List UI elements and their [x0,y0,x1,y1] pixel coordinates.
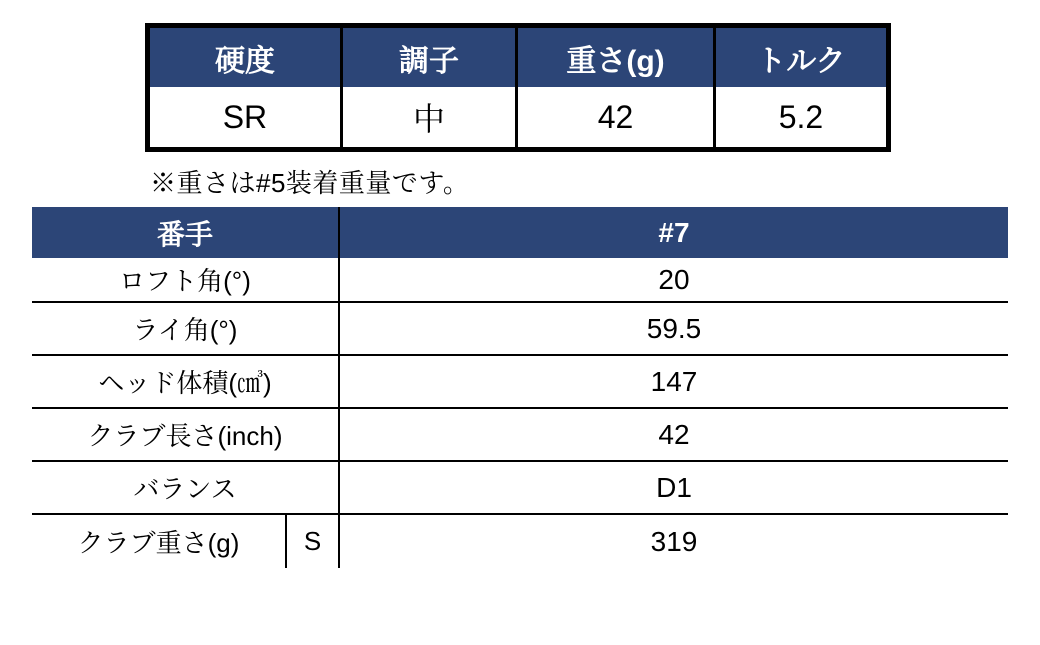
spec-value-club-length: 42 [658,418,690,450]
shaft-header-weight: 重さ(g) [515,28,713,87]
spec-label-head-volume: ヘッド体積(㎤) [32,356,340,407]
shaft-value-torque: 5.2 [713,87,886,147]
spec-label-balance: バランス [32,462,340,513]
shaft-value-hardness: SR [222,98,268,135]
spec-row-lie [32,303,1008,356]
shaft-value-row [150,87,886,147]
shaft-spec-table [145,23,891,152]
spec-label-club-weight: クラブ重さ(g) [32,515,287,568]
weight-note: ※重さは#5装着重量です。 [150,168,470,198]
shaft-header-torque: トルク [713,28,886,87]
shaft-value-kickpoint: 中 [340,87,515,147]
spec-label-loft: ロフト角(°) [32,258,340,301]
spec-header-number: 番手 [32,207,340,258]
shaft-header-kickpoint: 調子 [340,28,515,87]
spec-row-balance [32,462,1008,515]
spec-row-loft [32,258,1008,303]
spec-value-club-weight: 319 [650,525,698,557]
club-spec-table [32,207,1008,568]
spec-value-head-volume: 147 [650,365,698,397]
spec-label-lie: ライ角(°) [32,303,340,354]
club-weight-split [32,515,338,568]
spec-value-lie: 59.5 [646,312,702,344]
spec-value-loft: 20 [658,263,690,295]
spec-value-balance: D1 [656,471,692,503]
spec-header-club: #7 [658,216,690,248]
spec-row-club-length [32,409,1008,462]
shaft-value-weight: 42 [515,87,713,147]
spec-label-club-weight-cell [32,515,340,568]
spec-row-head-volume [32,356,1008,409]
spec-header-row [32,207,1008,258]
spec-row-club-weight [32,515,1008,568]
spec-label-club-weight-flex: S [303,526,322,556]
shaft-header-row [150,28,886,87]
spec-label-club-length: クラブ長さ(inch) [32,409,340,460]
shaft-header-hardness: 硬度 [214,44,275,78]
